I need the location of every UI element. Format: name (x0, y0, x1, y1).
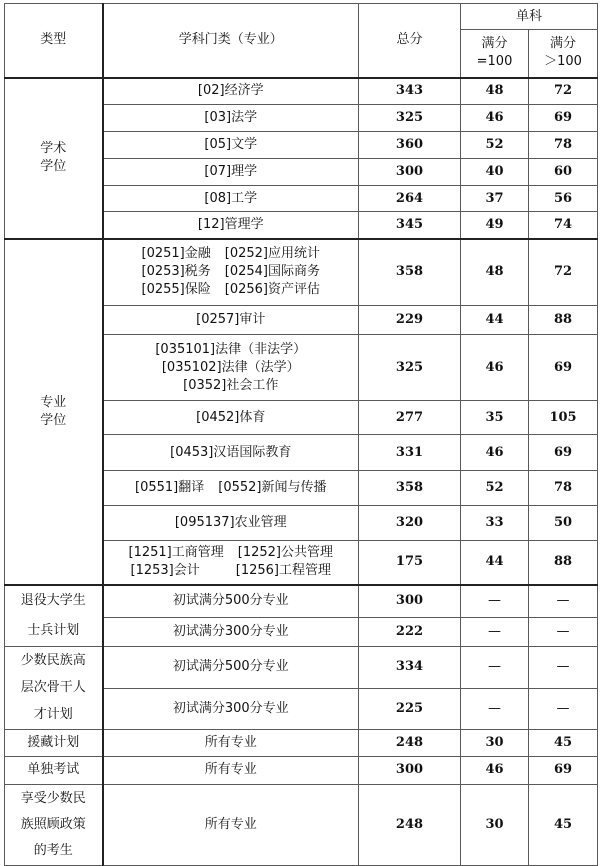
total-cell: 222 (359, 618, 461, 646)
total-cell: 358 (359, 239, 461, 306)
total-cell: 360 (359, 132, 461, 159)
gt100-cell: — (529, 646, 598, 688)
table-row (5, 756, 598, 784)
eq100-cell: 30 (461, 784, 529, 865)
spec-cell: [0257]审计 (103, 306, 359, 335)
spec-cell (103, 335, 359, 401)
score-line-table (4, 3, 598, 866)
total-cell: 225 (359, 688, 461, 729)
total-cell: 343 (359, 78, 461, 105)
total-cell: 325 (359, 105, 461, 132)
gt100-cell: 88 (529, 541, 598, 585)
spec-cell: 所有专业 (103, 756, 359, 784)
spec-cell: [095137]农业管理 (103, 506, 359, 541)
spec-item: [1252]公共管理 (237, 545, 333, 561)
category-line: 学术 (40, 141, 67, 156)
total-cell: 300 (359, 756, 461, 784)
total-cell: 248 (359, 729, 461, 756)
header-eq100-line2: =100 (476, 54, 513, 70)
total-cell: 331 (359, 435, 461, 471)
gt100-cell: 45 (529, 729, 598, 756)
eq100-cell: 52 (461, 471, 529, 506)
category-veterans (5, 585, 103, 647)
gt100-cell: 45 (529, 784, 598, 865)
spec-item: [0552]新闻与传播 (218, 480, 327, 495)
category-minority-talent (5, 646, 103, 729)
header-single-eq100 (461, 30, 529, 78)
spec-item: [0252]应用统计 (224, 246, 320, 262)
eq100-cell: 46 (461, 435, 529, 471)
total-cell: 320 (359, 506, 461, 541)
spec-item: [0251]金融 (141, 246, 211, 262)
spec-cell: 初试满分500分专业 (103, 585, 359, 618)
gt100-cell: 88 (529, 306, 598, 335)
eq100-cell: 49 (461, 212, 529, 239)
spec-item: [0256]资产评估 (224, 282, 320, 298)
category-line: 族照顾政策 (20, 816, 86, 832)
table-row (5, 784, 598, 865)
eq100-cell: 48 (461, 78, 529, 105)
table-row (5, 729, 598, 756)
header-discipline: 学科门类（专业） (103, 4, 359, 78)
spec-item: [0253]税务 (141, 264, 211, 280)
spec-cell (103, 471, 359, 506)
eq100-cell: 33 (461, 506, 529, 541)
category-professional (5, 239, 103, 585)
eq100-cell: 46 (461, 756, 529, 784)
spec-cell (103, 541, 359, 585)
total-cell: 277 (359, 401, 461, 435)
total-cell: 175 (359, 541, 461, 585)
header-single: 单科 (461, 4, 598, 30)
eq100-cell: 46 (461, 105, 529, 132)
eq100-cell: — (461, 646, 529, 688)
spec-item: [1251]工商管理 (128, 545, 224, 561)
gt100-cell: 56 (529, 186, 598, 212)
spec-cell (103, 239, 359, 306)
spec-item: [0255]保险 (141, 282, 211, 298)
header-eq100-line1: 满分 (481, 36, 508, 52)
header-gt100-line1: 满分 (550, 36, 577, 52)
spec-item: [1256]工程管理 (235, 563, 331, 579)
category-line: 学位 (40, 159, 67, 174)
eq100-cell: — (461, 688, 529, 729)
category-line: 学位 (40, 412, 67, 428)
eq100-cell: 37 (461, 186, 529, 212)
spec-cell: 初试满分500分专业 (103, 646, 359, 688)
spec-item: [0352]社会工作 (183, 377, 279, 393)
category-independent: 单独考试 (5, 756, 103, 784)
table-row (5, 646, 598, 688)
spec-cell: [08]工学 (103, 186, 359, 212)
category-tibet: 援藏计划 (5, 729, 103, 756)
spec-cell: 初试满分300分专业 (103, 618, 359, 646)
gt100-cell: — (529, 585, 598, 618)
gt100-cell: 69 (529, 435, 598, 471)
gt100-cell: 105 (529, 401, 598, 435)
category-minority-policy (5, 784, 103, 865)
spec-cell: 初试满分300分专业 (103, 688, 359, 729)
eq100-cell: 40 (461, 159, 529, 186)
total-cell: 264 (359, 186, 461, 212)
category-line: 退役大学生 (20, 592, 86, 608)
gt100-cell: 74 (529, 212, 598, 239)
gt100-cell: 50 (529, 506, 598, 541)
spec-cell: [0453]汉语国际教育 (103, 435, 359, 471)
spec-item: [1253]会计 (130, 563, 200, 579)
total-cell: 248 (359, 784, 461, 865)
eq100-cell: 52 (461, 132, 529, 159)
spec-cell: 所有专业 (103, 729, 359, 756)
spec-item: [035101]法律（非法学） (155, 341, 307, 357)
total-cell: 345 (359, 212, 461, 239)
total-cell: 300 (359, 159, 461, 186)
gt100-cell: 69 (529, 756, 598, 784)
spec-cell: [0452]体育 (103, 401, 359, 435)
table-row (5, 239, 598, 306)
category-line: 少数民族高 (20, 653, 86, 668)
eq100-cell: — (461, 585, 529, 618)
total-cell: 229 (359, 306, 461, 335)
category-academic (5, 78, 103, 239)
spec-item: [0551]翻译 (135, 480, 205, 495)
eq100-cell: 30 (461, 729, 529, 756)
spec-cell: [07]理学 (103, 159, 359, 186)
gt100-cell: 78 (529, 132, 598, 159)
table-row (5, 585, 598, 618)
total-cell: 300 (359, 585, 461, 618)
eq100-cell: 48 (461, 239, 529, 306)
spec-cell: [03]法学 (103, 105, 359, 132)
eq100-cell: 35 (461, 401, 529, 435)
header-type: 类型 (5, 4, 103, 78)
category-line: 层次骨干人 (20, 680, 86, 695)
eq100-cell: 44 (461, 306, 529, 335)
spec-item: [035102]法律（法学） (161, 359, 300, 375)
category-line: 专业 (40, 394, 67, 410)
header-gt100-line2: ＞100 (544, 54, 582, 70)
total-cell: 358 (359, 471, 461, 506)
gt100-cell: — (529, 688, 598, 729)
gt100-cell: 69 (529, 105, 598, 132)
gt100-cell: — (529, 618, 598, 646)
spec-item: [0254]国际商务 (224, 264, 320, 280)
spec-cell: 所有专业 (103, 784, 359, 865)
spec-cell: [02]经济学 (103, 78, 359, 105)
spec-cell: [12]管理学 (103, 212, 359, 239)
gt100-cell: 72 (529, 78, 598, 105)
category-line: 士兵计划 (27, 622, 80, 638)
eq100-cell: 44 (461, 541, 529, 585)
gt100-cell: 60 (529, 159, 598, 186)
header-total: 总分 (359, 4, 461, 78)
eq100-cell: 46 (461, 335, 529, 401)
gt100-cell: 78 (529, 471, 598, 506)
total-cell: 325 (359, 335, 461, 401)
gt100-cell: 72 (529, 239, 598, 306)
eq100-cell: — (461, 618, 529, 646)
header-single-gt100 (529, 30, 598, 78)
category-line: 享受少数民 (20, 790, 86, 806)
spec-cell: [05]文学 (103, 132, 359, 159)
category-line: 才计划 (33, 707, 73, 722)
total-cell: 334 (359, 646, 461, 688)
gt100-cell: 69 (529, 335, 598, 401)
table-row (5, 78, 598, 105)
category-line: 的考生 (33, 842, 73, 858)
